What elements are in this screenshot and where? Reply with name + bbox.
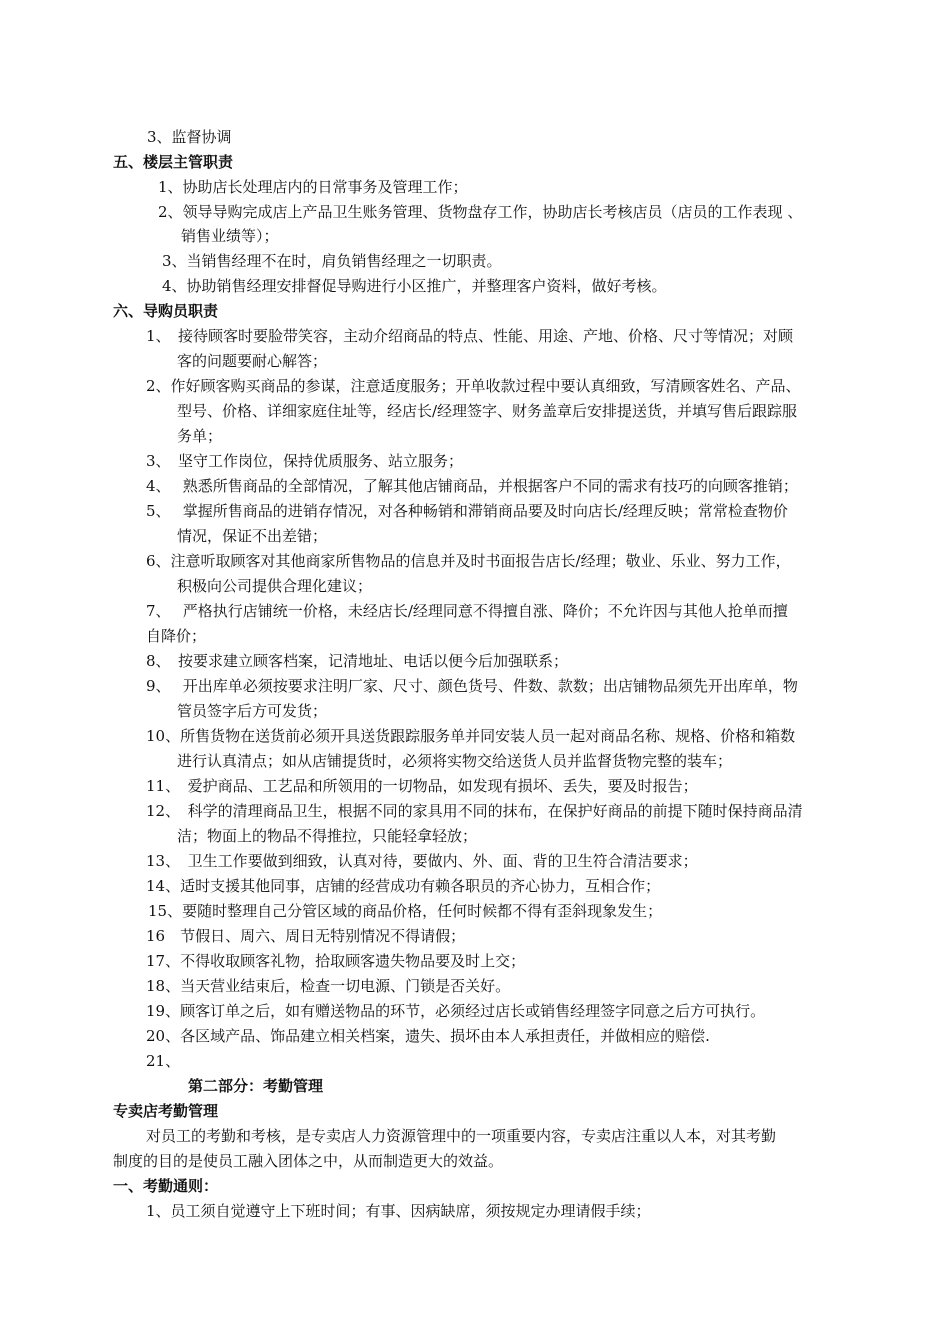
guide-line-20: 12、 科学的清理商品卫生，根据不同的家具用不同的抹布，在保护好商品的前提下随时保持商品清: [146, 802, 803, 820]
guide-line-28: 19、顾客订单之后，如有赠送物品的环节，必须经过店长或销售经理签字同意之后方可执行。: [146, 1002, 766, 1020]
guide-line-15: 9、 开出库单必须按要求注明厂家、尺寸、颜色货号、件数、款数；出店铺物品须先开出库单，物: [146, 677, 798, 695]
guide-line-1: 1、 接待顾客时要脸带笑容，主动介绍商品的特点、性能、用途、产地、价格、尺寸等情况；对顾: [146, 327, 794, 345]
floor-duty-2-cont: 销售业绩等）；: [181, 227, 279, 245]
guide-line-21: 洁；物面上的物品不得推拉，只能轻拿轻放；: [177, 827, 478, 845]
attendance-rule-1: 1、员工须自觉遵守上下班时间；有事、因病缺席，须按规定办理请假手续；: [146, 1202, 651, 1220]
guide-line-14: 8、 按要求建立顾客档案，记清地址、电话以便今后加强联系；: [146, 652, 569, 670]
guide-line-19: 11、 爱护商品、工艺品和所领用的一切物品，如发现有损坏、丢失，要及时报告；: [146, 777, 698, 795]
guide-line-9: 情况，保证不出差错；: [177, 527, 328, 545]
floor-duty-2: 2、领导导购完成店上产品卫生账务管理、货物盘存工作，协助店长考核店员（店员的工作表现 、: [158, 203, 803, 221]
guide-line-6: 3、 坚守工作岗位，保持优质服务、站立服务；: [146, 452, 464, 470]
part2-intro-line-1: 对员工的考勤和考核，是专卖店人力资源管理中的一项重要内容，专卖店注重以人本，对其考勤: [146, 1127, 777, 1145]
guide-line-23: 14、适时支援其他同事，店铺的经营成功有赖各职员的齐心协力，互相合作；: [146, 877, 661, 895]
guide-line-24: 15、要随时整理自己分管区域的商品价格，任何时候都不得有歪斜现象发生；: [148, 902, 663, 920]
guide-line-10: 6、注意听取顾客对其他商家所售物品的信息并及时书面报告店长/经理；敬业、乐业、努力工作，: [146, 552, 791, 570]
guide-line-5: 务单；: [177, 427, 223, 445]
guide-line-13: 自降价；: [146, 627, 207, 645]
floor-duty-3: 3、当销售经理不在时，肩负销售经理之一切职责。: [162, 252, 502, 270]
guide-line-29: 20、各区域产品、饰品建立相关档案，遗失、损坏由本人承担责任，并做相应的赔偿.: [146, 1027, 710, 1045]
guide-line-7: 4、 熟悉所售商品的全部情况，了解其他店铺商品，并根据客户不同的需求有技巧的向顾客推销；: [146, 477, 798, 495]
guide-line-25: 16 节假日、周六、周日无特别情况不得请假；: [146, 927, 466, 945]
guide-line-3: 2、作好顾客购买商品的参谋，注意适度服务；开单收款过程中要认真细致，写清顾客姓名、产品、: [146, 377, 801, 395]
guide-line-11: 积极向公司提供合理化建议；: [177, 577, 373, 595]
guide-line-4: 型号、价格、详细家庭住址等，经店长/经理签字、财务盖章后安排提送货，并填写售后跟踪服: [177, 402, 798, 420]
guide-line-12: 7、 严格执行店铺统一价格，未经店长/经理同意不得擅自涨、降价；不允许因与其他人抢单而擅: [146, 602, 788, 620]
guide-line-27: 18、当天营业结束后，检查一切电源、门锁是否关好。: [146, 977, 511, 995]
part2-intro-line-2: 制度的目的是使员工融入团体之中，从而制造更大的效益。: [113, 1152, 504, 1170]
section-floor-supervisor-title: 五、楼层主管职责: [113, 153, 234, 171]
guide-line-16: 管员签字后方可发货；: [177, 702, 328, 720]
guide-line-22: 13、 卫生工作要做到细致，认真对待，要做内、外、面、背的卫生符合清洁要求；: [146, 852, 698, 870]
guide-line-30: 21、: [146, 1052, 181, 1070]
guide-line-18: 进行认真清点；如从店铺提货时，必须将实物交给送货人员并监督货物完整的装车；: [177, 752, 733, 770]
attendance-rules-title: 一、考勤通则：: [113, 1177, 219, 1195]
part2-subtitle: 专卖店考勤管理: [113, 1102, 219, 1120]
floor-duty-1: 1、协助店长处理店内的日常事务及管理工作；: [158, 178, 468, 196]
guide-line-8: 5、 掌握所售商品的进销存情况，对各种畅销和滞销商品要及时向店长/经理反映；常常检查物价: [146, 502, 788, 520]
floor-duty-4: 4、协助销售经理安排督促导购进行小区推广，并整理客户资料，做好考核。: [162, 277, 667, 295]
section-shopping-guide-title: 六、导购员职责: [113, 302, 219, 320]
guide-line-17: 10、所售货物在送货前必须开具送货跟踪服务单并同安装人员一起对商品名称、规格、价格和箱数: [146, 727, 796, 745]
item-supervise: 3、监督协调: [147, 128, 232, 146]
part2-title: 第二部分：考勤管理: [188, 1077, 324, 1095]
guide-line-2: 客的问题要耐心解答；: [177, 352, 328, 370]
guide-line-26: 17、不得收取顾客礼物，拾取顾客遗失物品要及时上交；: [146, 952, 526, 970]
